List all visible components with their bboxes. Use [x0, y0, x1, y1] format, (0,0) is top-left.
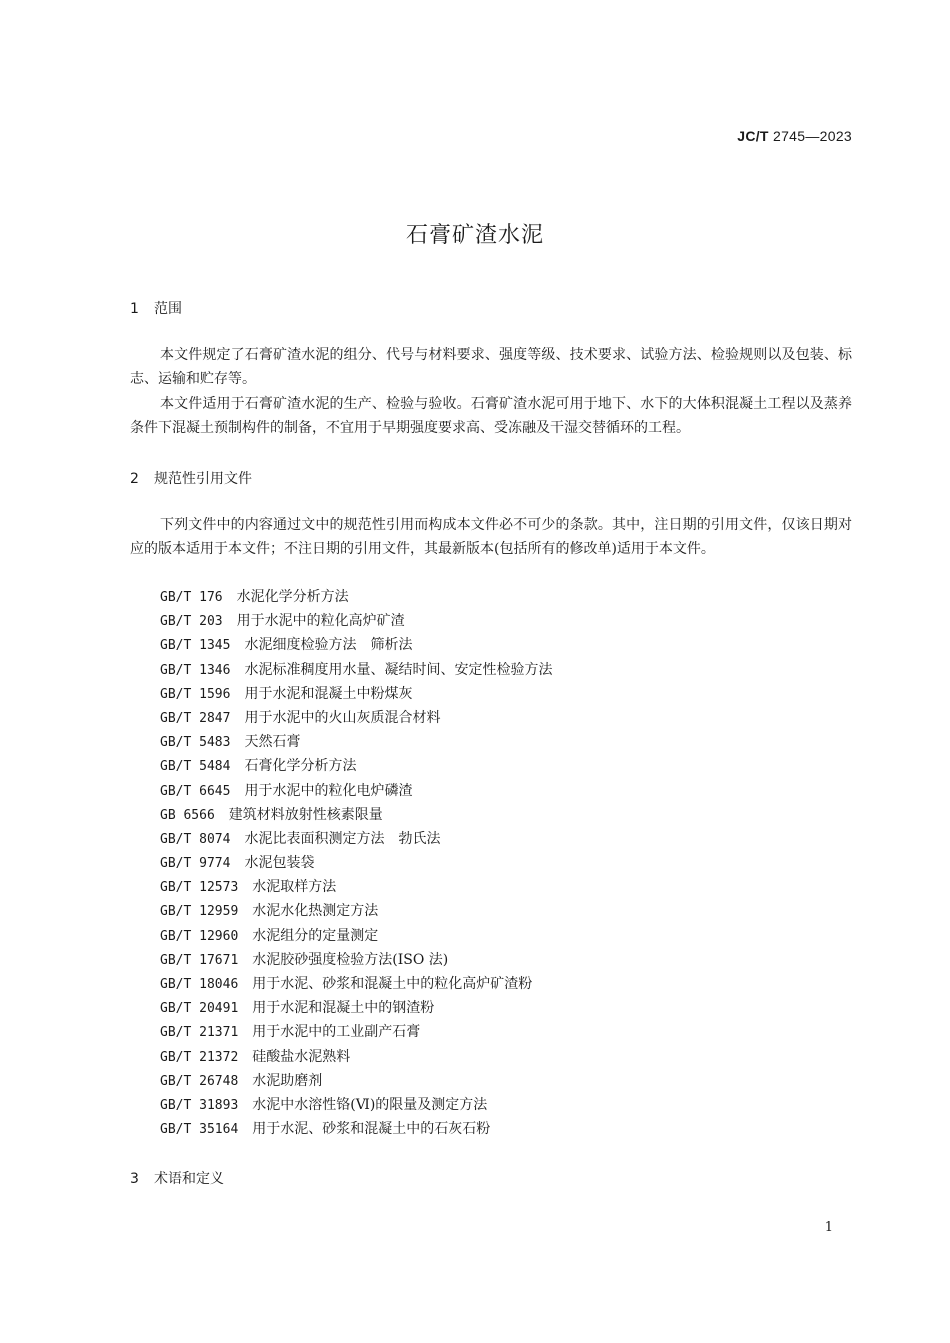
- reference-title: 用于水泥中的粒化高炉矿渣: [236, 613, 405, 630]
- reference-item: [160, 730, 552, 754]
- reference-code: GB/T 26748: [160, 1073, 239, 1089]
- section-2-heading: [130, 468, 252, 488]
- reference-item: [160, 1069, 552, 1093]
- reference-item: [160, 803, 552, 827]
- reference-title: 用于水泥和混凝土中的钢渣粉: [252, 1000, 435, 1017]
- reference-code: GB/T 35164: [160, 1122, 239, 1138]
- reference-code: GB/T 17671: [160, 952, 239, 968]
- section-2-number: 2: [130, 471, 139, 487]
- standard-code-prefix: JC/T: [737, 128, 769, 144]
- reference-title: 水泥组分的定量测定: [252, 927, 379, 944]
- reference-code: GB/T 20491: [160, 1001, 239, 1017]
- section-1-paragraph-1: 本文件规定了石膏矿渣水泥的组分、代号与材料要求、强度等级、技术要求、试验方法、检验规则以及包装、标志、运输和贮存等。: [130, 347, 852, 387]
- section-3-heading: [130, 1168, 224, 1188]
- reference-title: 用于水泥中的粒化电炉磷渣: [244, 782, 413, 799]
- reference-code: GB/T 12959: [160, 904, 239, 920]
- reference-code: GB/T 31893: [160, 1097, 239, 1113]
- reference-title: 水泥胶砂强度检验方法(ISO 法): [252, 951, 449, 968]
- reference-item: [160, 779, 552, 803]
- section-3-title: 术语和定义: [154, 1171, 224, 1187]
- reference-code: GB/T 5483: [160, 735, 231, 751]
- reference-item: [160, 633, 552, 657]
- reference-code: GB/T 8074: [160, 831, 231, 847]
- reference-code: GB/T 5484: [160, 759, 231, 775]
- reference-item: [160, 658, 552, 682]
- reference-title: 水泥取样方法: [252, 879, 337, 896]
- reference-item: [160, 1117, 552, 1141]
- reference-code: GB/T 6645: [160, 783, 231, 799]
- reference-code: GB/T 1346: [160, 662, 231, 678]
- reference-code: GB/T 12573: [160, 880, 239, 896]
- reference-title: 水泥细度检验方法 筛析法: [244, 637, 413, 654]
- section-1-title: 范围: [154, 301, 182, 317]
- page-number: 1: [824, 1220, 833, 1235]
- normative-reference-list: [160, 585, 552, 1141]
- reference-code: GB/T 21371: [160, 1025, 239, 1041]
- reference-title: 水泥助磨剂: [252, 1072, 323, 1089]
- reference-item: [160, 1045, 552, 1069]
- section-1-paragraph-2: 本文件适用于石膏矿渣水泥的生产、检验与验收。石膏矿渣水泥可用于地下、水下的大体积混凝土工程以及蒸养条件下混凝土预制构件的制备，不宜用于早期强度要求高、受冻融及干湿交替循环的工程。: [130, 396, 852, 436]
- reference-code: GB/T 1596: [160, 686, 231, 702]
- reference-title: 天然石膏: [244, 734, 301, 751]
- reference-title: 用于水泥中的工业副产石膏: [252, 1024, 421, 1041]
- section-1-number: 1: [130, 301, 139, 317]
- reference-item: [160, 706, 552, 730]
- reference-item: [160, 682, 552, 706]
- reference-code: GB/T 9774: [160, 856, 231, 872]
- reference-code: GB/T 176: [160, 590, 223, 605]
- reference-title: 硅酸盐水泥熟料: [252, 1048, 351, 1065]
- reference-item: [160, 754, 552, 778]
- reference-item: [160, 924, 552, 948]
- reference-title: 石膏化学分析方法: [244, 758, 357, 775]
- reference-title: 用于水泥、砂浆和混凝土中的粒化高炉矿渣粉: [252, 976, 533, 992]
- standard-code: [737, 128, 852, 144]
- reference-item: [160, 875, 552, 899]
- reference-title: 水泥比表面积测定方法 勃氏法: [244, 830, 441, 847]
- section-2-title: 规范性引用文件: [154, 471, 252, 487]
- reference-item: [160, 851, 552, 875]
- reference-item: [160, 609, 552, 633]
- document-title: 石膏矿渣水泥: [405, 223, 544, 248]
- reference-title: 用于水泥中的火山灰质混合材料: [244, 709, 441, 726]
- reference-code: GB/T 203: [160, 614, 223, 630]
- section-2-paragraph-1: 下列文件中的内容通过文中的规范性引用而构成本文件必不可少的条款。其中，注日期的引用文件，仅该日期对应的版本适用于本文件；不注日期的引用文件，其最新版本(包括所有的修改单)适用于本文件。: [130, 517, 852, 557]
- reference-title: 建筑材料放射性核素限量: [228, 806, 383, 823]
- reference-code: GB/T 2847: [160, 710, 231, 726]
- reference-title: 水泥中水溶性铬(Ⅵ)的限量及测定方法: [252, 1096, 488, 1113]
- reference-code: GB 6566: [160, 807, 215, 823]
- reference-item: [160, 1020, 552, 1044]
- reference-item: [160, 948, 552, 972]
- reference-item: [160, 827, 552, 851]
- reference-title: 水泥包装袋: [244, 855, 315, 872]
- standard-code-number: 2745—2023: [773, 128, 852, 144]
- reference-code: GB/T 18046: [160, 977, 239, 992]
- reference-item: [160, 899, 552, 923]
- reference-title: 用于水泥、砂浆和混凝土中的石灰石粉: [252, 1121, 491, 1138]
- reference-title: 用于水泥和混凝土中粉煤灰: [244, 685, 413, 702]
- section-1-heading: [130, 298, 182, 318]
- reference-title: 水泥标准稠度用水量、凝结时间、安定性检验方法: [244, 661, 553, 678]
- reference-item: [160, 996, 552, 1020]
- reference-item: [160, 1093, 552, 1117]
- reference-code: GB/T 1345: [160, 638, 231, 654]
- reference-title: 水泥化学分析方法: [236, 589, 349, 605]
- reference-item: [160, 585, 552, 609]
- reference-code: GB/T 12960: [160, 928, 239, 944]
- section-3-number: 3: [130, 1171, 139, 1187]
- reference-item: [160, 972, 552, 996]
- reference-code: GB/T 21372: [160, 1049, 239, 1065]
- reference-title: 水泥水化热测定方法: [252, 903, 379, 920]
